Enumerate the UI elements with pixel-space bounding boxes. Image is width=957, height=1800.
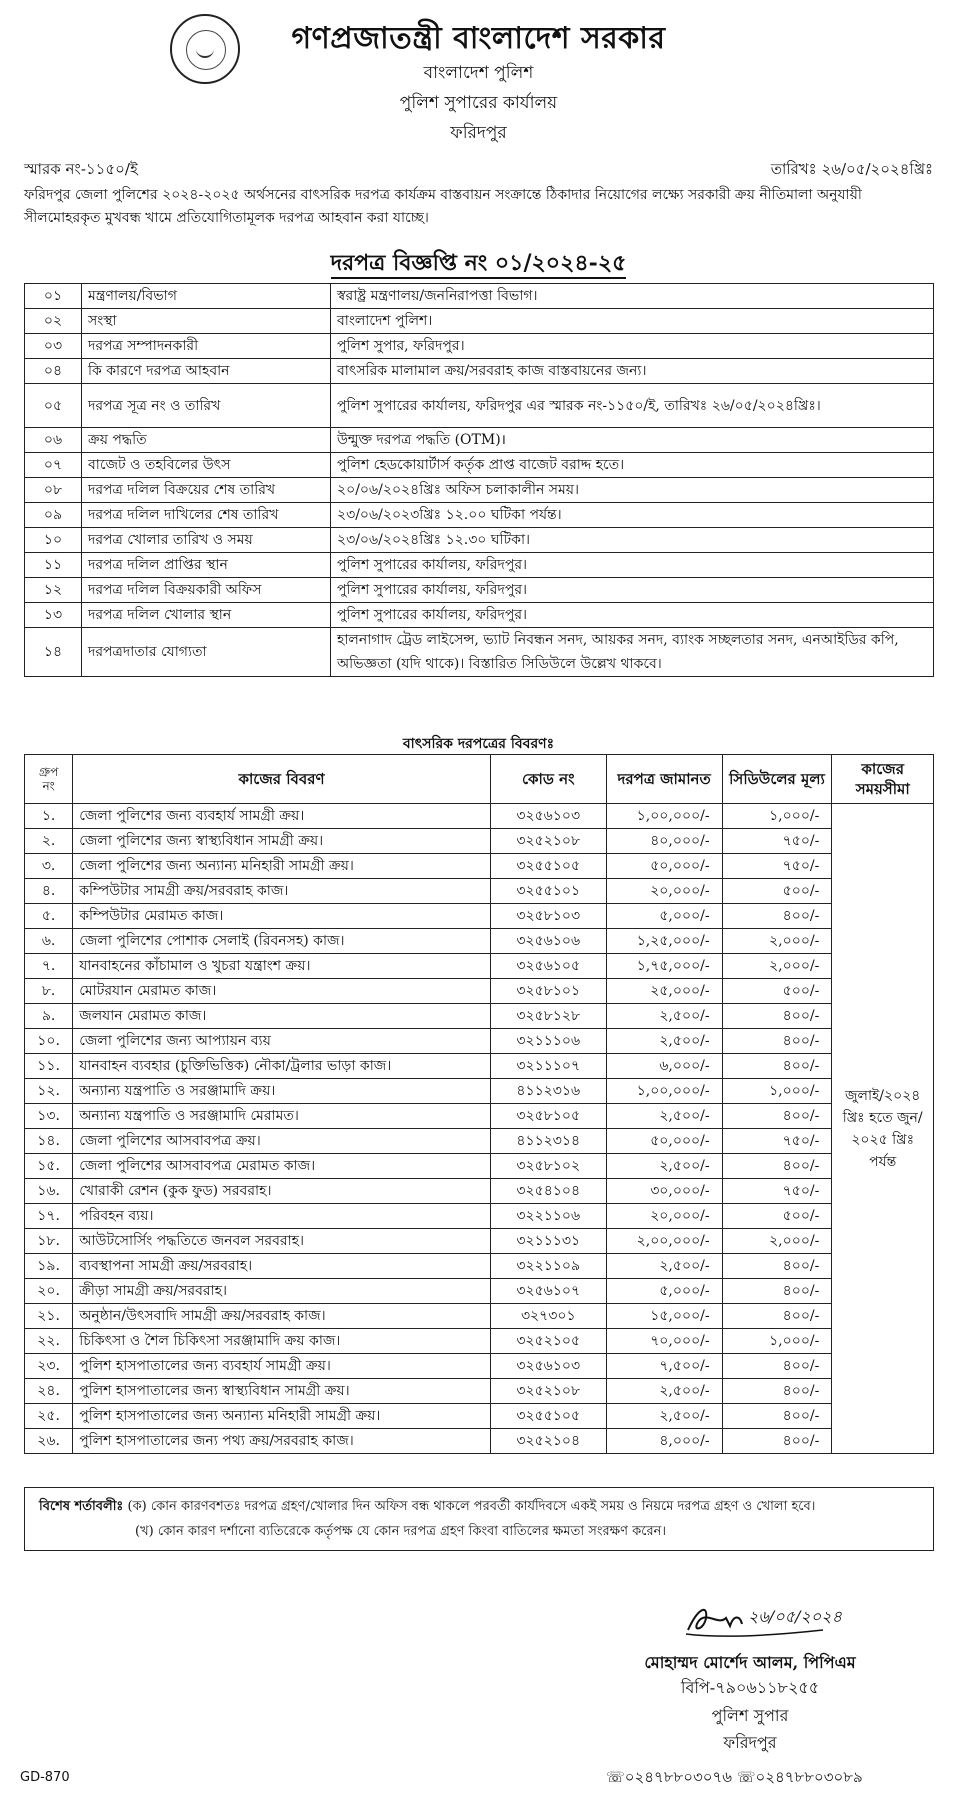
item-row	[25, 1204, 934, 1229]
item-schedule-price: ৭৫০/-	[722, 829, 832, 854]
col-security: দরপত্র জামানত	[606, 755, 722, 804]
header-line-police: বাংলাদেশ পুলিশ	[423, 63, 534, 83]
info-row-value: ২৩/০৬/২০২৪খ্রিঃ ১২.৩০ ঘটিকা।	[331, 528, 934, 553]
item-code: ৩২৫৬১০৩	[490, 1354, 606, 1379]
time-limit-cell: জুলাই/২০২৪ খ্রিঃ হতে জুন/২০২৫ খ্রিঃ পর্যন্ত	[832, 804, 934, 1454]
item-code: ৩২৫৬১০৭	[490, 1279, 606, 1304]
item-description: পুলিশ হাসপাতালের জন্য স্বাস্থ্যবিধান সামগ্রী ক্রয়।	[73, 1379, 491, 1404]
header-line-district: ফরিদপুর	[450, 123, 507, 143]
item-description: জেলা পুলিশের আসবাবপত্র মেরামত কাজ।	[73, 1154, 491, 1179]
item-number: ১২.	[25, 1079, 73, 1104]
item-code: ৩২৫৮১০৩	[490, 904, 606, 929]
handwritten-signature	[678, 1596, 842, 1640]
item-row	[25, 1329, 934, 1354]
info-row	[25, 284, 934, 309]
item-number: ১৩.	[25, 1104, 73, 1129]
item-row	[25, 1404, 934, 1429]
item-description: আউটসোর্সিং পদ্ধতিতে জনবল সরবরাহ।	[73, 1229, 491, 1254]
info-row-label: বাজেট ও তহবিলের উৎস	[82, 453, 331, 478]
info-row-value: পুলিশ সুপারের কার্যালয়, ফরিদপুর।	[331, 553, 934, 578]
item-description: ক্রীড়া সামগ্রী ক্রয়/সরবরাহ।	[73, 1279, 491, 1304]
info-row-value: বাংলাদেশ পুলিশ।	[331, 309, 934, 334]
info-row-label: দরপত্র সম্পাদনকারী	[82, 334, 331, 359]
item-description: কম্পিউটার সামগ্রী ক্রয়/সরবরাহ কাজ।	[73, 879, 491, 904]
item-code: ৩২৫৬১০৬	[490, 929, 606, 954]
item-schedule-price: ১,০০০/-	[722, 1329, 832, 1354]
info-row-value: ২০/০৬/২০২৪খ্রিঃ অফিস চলাকালীন সময়।	[331, 478, 934, 503]
item-schedule-price: ৪০০/-	[722, 1154, 832, 1179]
item-number: ৩.	[25, 854, 73, 879]
tender-title: দরপত্র বিজ্ঞপ্তি নং ০১/২০২৪-২৫	[0, 246, 957, 283]
col-code: কোড নং	[490, 755, 606, 804]
col-description: কাজের বিবরণ	[73, 755, 491, 804]
item-number: ২.	[25, 829, 73, 854]
info-row	[25, 578, 934, 603]
item-row	[25, 1379, 934, 1404]
info-row-number: ০৪	[25, 359, 82, 384]
item-schedule-price: ৪০০/-	[722, 1104, 832, 1129]
item-code: ৩২৫২১০৮	[490, 829, 606, 854]
info-row	[25, 553, 934, 578]
item-description: কম্পিউটার মেরামত কাজ।	[73, 904, 491, 929]
info-row	[25, 603, 934, 628]
item-schedule-price: ৪০০/-	[722, 904, 832, 929]
item-security: ২,৫০০/-	[606, 1254, 722, 1279]
info-row-value: হালনাগাদ ট্রেড লাইসেন্স, ভ্যাট নিবন্ধন সনদ, আয়কর সনদ, ব্যাংক সচ্ছলতার সনদ, এনআইডির কপি, অভিজ্ঞতা (যদি থাকে)। বিস্তারিত সিডিউলে উল্লেখ থাকবে।	[331, 628, 934, 677]
item-schedule-price: ৪০০/-	[722, 1279, 832, 1304]
item-description: মোটরযান মেরামত কাজ।	[73, 979, 491, 1004]
item-number: ৪.	[25, 879, 73, 904]
item-code: ৩২৫৫১০১	[490, 879, 606, 904]
item-number: ১৫.	[25, 1154, 73, 1179]
item-schedule-price: ৪০০/-	[722, 1054, 832, 1079]
tender-info-table	[24, 283, 934, 677]
item-row	[25, 1104, 934, 1129]
info-row-number: ০১	[25, 284, 82, 309]
item-schedule-price: ৭৫০/-	[722, 854, 832, 879]
info-row-label: দরপত্রদাতার যোগ্যতা	[82, 628, 331, 677]
item-number: ১.	[25, 804, 73, 829]
item-schedule-price: ১,০০০/-	[722, 804, 832, 829]
item-description: পরিবহন ব্যয়।	[73, 1204, 491, 1229]
item-schedule-price: ৫০০/-	[722, 979, 832, 1004]
info-row-label: দরপত্র দলিল দাখিলের শেষ তারিখ	[82, 503, 331, 528]
info-row-value: পুলিশ সুপারের কার্যালয়, ফরিদপুর।	[331, 603, 934, 628]
info-row-number: ০৯	[25, 503, 82, 528]
officer-place: ফরিদপুর	[723, 1733, 777, 1752]
info-row-number: ০৭	[25, 453, 82, 478]
item-row	[25, 804, 934, 829]
info-row	[25, 334, 934, 359]
info-row-number: ০৩	[25, 334, 82, 359]
items-section-title: বাৎসরিক দরপত্রের বিবরণঃ	[402, 736, 555, 752]
info-row-label: দরপত্র দলিল বিক্রয়ের শেষ তারিখ	[82, 478, 331, 503]
item-number: ১৯.	[25, 1254, 73, 1279]
item-code: ৩২৫৮১২৮	[490, 1004, 606, 1029]
item-description: জেলা পুলিশের আসবাবপত্র ক্রয়।	[73, 1129, 491, 1154]
item-code: ৩২৫৬১০৫	[490, 954, 606, 979]
info-row-value: পুলিশ হেডকোয়ার্টার্স কর্তৃক প্রাপ্ত বাজেট বরাদ্দ হতে।	[331, 453, 934, 478]
item-security: ৩০,০০০/-	[606, 1179, 722, 1204]
info-row-label: মন্ত্রণালয়/বিভাগ	[82, 284, 331, 309]
item-row	[25, 854, 934, 879]
item-security: ২,৫০০/-	[606, 1104, 722, 1129]
item-number: ২০.	[25, 1279, 73, 1304]
col-group: গ্রুপ নং	[25, 755, 73, 804]
item-description: অন্যান্য যন্ত্রপাতি ও সরঞ্জামাদি মেরামত।	[73, 1104, 491, 1129]
info-row-number: ১২	[25, 578, 82, 603]
item-row	[25, 929, 934, 954]
info-row	[25, 384, 934, 428]
info-row-label: সংস্থা	[82, 309, 331, 334]
info-row	[25, 503, 934, 528]
item-description: পুলিশ হাসপাতালের জন্য অন্যান্য মনিহারী সামগ্রী ক্রয়।	[73, 1404, 491, 1429]
info-row-label: ক্রয় পদ্ধতি	[82, 428, 331, 453]
item-schedule-price: ৪০০/-	[722, 1354, 832, 1379]
item-security: ৫০,০০০/-	[606, 1129, 722, 1154]
condition-b: (খ) কোন কারণ দর্শানো ব্যতিরেকে কর্তৃপক্ষ যে কোন দরপত্র গ্রহণ কিংবা বাতিলের ক্ষমতা সংরক্ষণ করেন।	[135, 1524, 667, 1539]
item-description: চিকিৎসা ও শৈল চিকিৎসা সরঞ্জামাদি ক্রয় কাজ।	[73, 1329, 491, 1354]
intro-paragraph: ফরিদপুর জেলা পুলিশের ২০২৪-২০২৫ অর্থসনের বাৎসরিক দরপত্র কার্যক্রম বাস্তবায়ন সংক্রান্তে ঠিকাদার নিয়োগের লক্ষ্যে সরকারী ক্রয় নীতিমালা অনুযায়ী সীলমোহরকৃত মুখবন্ধ খামে প্রতিযোগিতামূলক দরপত্র আহবান করা যাচ্ছে।	[24, 187, 862, 226]
item-number: ৮.	[25, 979, 73, 1004]
item-number: ৯.	[25, 1004, 73, 1029]
item-description: জেলা পুলিশের পোশাক সেলাই (রিবনসহ) কাজ।	[73, 929, 491, 954]
item-row	[25, 1279, 934, 1304]
item-description: জেলা পুলিশের জন্য আপ্যায়ন ব্যয়	[73, 1029, 491, 1054]
info-row-label: দরপত্র সূত্র নং ও তারিখ	[82, 384, 331, 428]
item-code: ৩২৫২১০৫	[490, 1329, 606, 1354]
item-description: জেলা পুলিশের জন্য ব্যবহার্য সামগ্রী ক্রয়।	[73, 804, 491, 829]
item-security: ৫,০০০/-	[606, 904, 722, 929]
item-schedule-price: ৪০০/-	[722, 1429, 832, 1454]
item-schedule-price: ৪০০/-	[722, 1004, 832, 1029]
info-row-label: দরপত্র দলিল প্রাপ্তির স্থান	[82, 553, 331, 578]
item-description: অন্যান্য যন্ত্রপাতি ও সরঞ্জামাদি ক্রয়।	[73, 1079, 491, 1104]
item-description: অনুষ্ঠান/উৎসবাদি সামগ্রী ক্রয়/সরবরাহ কাজ।	[73, 1304, 491, 1329]
info-row-number: ০২	[25, 309, 82, 334]
info-row-value: স্বরাষ্ট্র মন্ত্রণালয়/জননিরাপত্তা বিভাগ।	[331, 284, 934, 309]
item-security: ২০,০০০/-	[606, 879, 722, 904]
item-row	[25, 1429, 934, 1454]
item-description: পুলিশ হাসপাতালের জন্য পথ্য ক্রয়/সরবরাহ কাজ।	[73, 1429, 491, 1454]
item-number: ২৪.	[25, 1379, 73, 1404]
item-code: ৩২৫৮১০৫	[490, 1104, 606, 1129]
item-security: ৫০,০০০/-	[606, 854, 722, 879]
item-code: ৩২৫৮১০২	[490, 1154, 606, 1179]
item-description: পুলিশ হাসপাতালের জন্য ব্যবহার্য সামগ্রী ক্রয়।	[73, 1354, 491, 1379]
item-description: যানবাহন ব্যবহার (চুক্তিভিত্তিক) নৌকা/ট্রলার ভাড়া কাজ।	[73, 1054, 491, 1079]
item-number: ১১.	[25, 1054, 73, 1079]
special-conditions	[24, 1487, 934, 1551]
item-description: খোরাকী রেশন (কুক ফুড) সরবরাহ।	[73, 1179, 491, 1204]
item-number: ১০.	[25, 1029, 73, 1054]
item-security: ১৫,০০০/-	[606, 1304, 722, 1329]
item-number: ২৩.	[25, 1354, 73, 1379]
item-schedule-price: ৪০০/-	[722, 1379, 832, 1404]
item-code: ৩২১১১০৬	[490, 1029, 606, 1054]
condition-a: (ক) কোন কারণবশতঃ দরপত্র গ্রহণ/খোলার দিন অফিস বন্ধ থাকলে পরবর্তী কার্যদিবসে একই সময় ও নিয়মে দরপত্র গ্রহণ ও খোলা হবে।	[127, 1499, 816, 1514]
item-code: ৩২১১১০৭	[490, 1054, 606, 1079]
item-row	[25, 1354, 934, 1379]
info-row-label: দরপত্র দলিল বিক্রয়কারী অফিস	[82, 578, 331, 603]
info-row-label: দরপত্র দলিল খোলার স্থান	[82, 603, 331, 628]
item-description: জেলা পুলিশের জন্য অন্যান্য মনিহারী সামগ্রী ক্রয়।	[73, 854, 491, 879]
info-row-number: ০৮	[25, 478, 82, 503]
item-row	[25, 1154, 934, 1179]
officer-bp-number: বিপি-৭৯০৬১১৮২৫৫	[680, 1678, 820, 1697]
officer-designation: পুলিশ সুপার	[711, 1706, 789, 1725]
item-row	[25, 904, 934, 929]
item-security: ২,৫০০/-	[606, 1379, 722, 1404]
item-row	[25, 954, 934, 979]
item-code: ৩২৫৫১০৫	[490, 854, 606, 879]
item-row	[25, 1029, 934, 1054]
item-schedule-price: ৭৫০/-	[722, 1179, 832, 1204]
item-security: ২,০০,০০০/-	[606, 1229, 722, 1254]
item-code: ৪১১২৩১৬	[490, 1079, 606, 1104]
item-schedule-price: ৪০০/-	[722, 1254, 832, 1279]
header-line-office: পুলিশ সুপারের কার্যালয়	[399, 93, 558, 113]
item-schedule-price: ৭৫০/-	[722, 1129, 832, 1154]
item-number: ৬.	[25, 929, 73, 954]
item-code: ৩২৫৮১০১	[490, 979, 606, 1004]
item-description: জেলা পুলিশের জন্য স্বাস্থ্যবিধান সামগ্রী ক্রয়।	[73, 829, 491, 854]
item-schedule-price: ৫০০/-	[722, 1204, 832, 1229]
item-number: ২২.	[25, 1329, 73, 1354]
item-code: ৩২২১১০৬	[490, 1204, 606, 1229]
item-code: ৩২৫২১০৮	[490, 1379, 606, 1404]
info-row	[25, 359, 934, 384]
gd-number: GD-870	[20, 1770, 70, 1785]
item-schedule-price: ৪০০/-	[722, 1304, 832, 1329]
info-row	[25, 428, 934, 453]
info-row	[25, 478, 934, 503]
item-number: ১৭.	[25, 1204, 73, 1229]
info-row-value: বাৎসরিক মালামাল ক্রয়/সরবরাহ কাজ বাস্তবায়নের জন্য।	[331, 359, 934, 384]
item-row	[25, 879, 934, 904]
item-schedule-price: ২,০০০/-	[722, 929, 832, 954]
item-code: ৩২১১১৩১	[490, 1229, 606, 1254]
item-number: ২৬.	[25, 1429, 73, 1454]
item-row	[25, 1129, 934, 1154]
item-description: যানবাহনের কাঁচামাল ও খুচরা যন্ত্রাংশ ক্রয়।	[73, 954, 491, 979]
item-security: ৭,৫০০/-	[606, 1354, 722, 1379]
phone-numbers: ☏০২৪৭৮৮০৩০৭৬ ☏০২৪৭৮৮০৩০৮৯	[606, 1768, 863, 1786]
item-code: ৩২২১১০৯	[490, 1254, 606, 1279]
conditions-label: বিশেষ শর্তাবলীঃ	[39, 1499, 124, 1514]
item-row	[25, 1079, 934, 1104]
info-row	[25, 628, 934, 677]
info-row	[25, 453, 934, 478]
memo-number: স্মারক নং-১১৫০/ই	[24, 160, 138, 178]
item-code: ৩২৭৩০১	[490, 1304, 606, 1329]
info-row-label: কি কারণে দরপত্র আহবান	[82, 359, 331, 384]
col-schedule-price: সিডিউলের মূল্য	[722, 755, 832, 804]
info-row-value: পুলিশ সুপার, ফরিদপুর।	[331, 334, 934, 359]
item-row	[25, 1004, 934, 1029]
item-security: ১,০০,০০০/-	[606, 1079, 722, 1104]
item-security: ২,৫০০/-	[606, 1154, 722, 1179]
item-schedule-price: ৪০০/-	[722, 1029, 832, 1054]
item-security: ২,৫০০/-	[606, 1404, 722, 1429]
info-row	[25, 309, 934, 334]
item-security: ৬,০০০/-	[606, 1054, 722, 1079]
item-security: ৭০,০০০/-	[606, 1329, 722, 1354]
info-row-value: উন্মুক্ত দরপত্র পদ্ধতি (OTM)।	[331, 428, 934, 453]
item-row	[25, 1179, 934, 1204]
col-time-limit: কাজের সময়সীমা	[832, 755, 934, 804]
info-row-number: ১৪	[25, 628, 82, 677]
government-title: গণপ্রজাতন্ত্রী বাংলাদেশ সরকার	[291, 21, 666, 56]
item-number: ১৬.	[25, 1179, 73, 1204]
item-security: ১,২৫,০০০/-	[606, 929, 722, 954]
item-number: ৭.	[25, 954, 73, 979]
info-row-value: ২৩/০৬/২০২৩খ্রিঃ ১২.০০ ঘটিকা পর্যন্ত।	[331, 503, 934, 528]
item-security: ২০,০০০/-	[606, 1204, 722, 1229]
item-number: ২১.	[25, 1304, 73, 1329]
info-row-number: ১১	[25, 553, 82, 578]
info-row-value: পুলিশ সুপারের কার্যালয়, ফরিদপুর এর স্মারক নং-১১৫০/ই, তারিখঃ ২৬/০৫/২০২৪খ্রিঃ।	[331, 384, 934, 428]
item-description: ব্যবস্থাপনা সামগ্রী ক্রয়/সরবরাহ।	[73, 1254, 491, 1279]
svg-text:২৬/০৫/২০২৪: ২৬/০৫/২০২৪	[748, 1607, 842, 1626]
memo-date: তারিখঃ ২৬/০৫/২০২৪খ্রিঃ	[770, 160, 933, 178]
info-row-label: দরপত্র খোলার তারিখ ও সময়	[82, 528, 331, 553]
info-row-value: পুলিশ সুপারের কার্যালয়, ফরিদপুর।	[331, 578, 934, 603]
item-schedule-price: ৪০০/-	[722, 1404, 832, 1429]
item-code: ৩২৫৬১০৩	[490, 804, 606, 829]
item-security: ৪০,০০০/-	[606, 829, 722, 854]
item-number: ২৫.	[25, 1404, 73, 1429]
item-number: ৫.	[25, 904, 73, 929]
item-schedule-price: ৫০০/-	[722, 879, 832, 904]
item-security: ২৫,০০০/-	[606, 979, 722, 1004]
item-schedule-price: ২,০০০/-	[722, 1229, 832, 1254]
officer-name: মোহাম্মদ মোর্শেদ আলম, পিপিএম	[644, 1653, 856, 1672]
item-row	[25, 829, 934, 854]
item-security: ২,৫০০/-	[606, 1029, 722, 1054]
item-code: ৩২৫২১০৪	[490, 1429, 606, 1454]
info-row-number: ০৬	[25, 428, 82, 453]
item-number: ১৪.	[25, 1129, 73, 1154]
item-security: ২,৫০০/-	[606, 1004, 722, 1029]
item-row	[25, 1229, 934, 1254]
item-security: ১,০০,০০০/-	[606, 804, 722, 829]
item-security: ৫,০০০/-	[606, 1279, 722, 1304]
item-code: ৩২৫৫১০৫	[490, 1404, 606, 1429]
item-code: ৪১১২৩১৪	[490, 1129, 606, 1154]
item-row	[25, 1254, 934, 1279]
item-description: জলযান মেরামত কাজ।	[73, 1004, 491, 1029]
item-row	[25, 1054, 934, 1079]
info-row-number: ১০	[25, 528, 82, 553]
info-row	[25, 528, 934, 553]
item-row	[25, 979, 934, 1004]
item-row	[25, 1304, 934, 1329]
tender-items-table	[24, 754, 934, 1454]
item-schedule-price: ২,০০০/-	[722, 954, 832, 979]
item-number: ১৮.	[25, 1229, 73, 1254]
item-security: ১,৭৫,০০০/-	[606, 954, 722, 979]
item-schedule-price: ১,০০০/-	[722, 1079, 832, 1104]
item-security: ৪,০০০/-	[606, 1429, 722, 1454]
info-row-number: ০৫	[25, 384, 82, 428]
item-code: ৩২৫৪১০৪	[490, 1179, 606, 1204]
info-row-number: ১৩	[25, 603, 82, 628]
